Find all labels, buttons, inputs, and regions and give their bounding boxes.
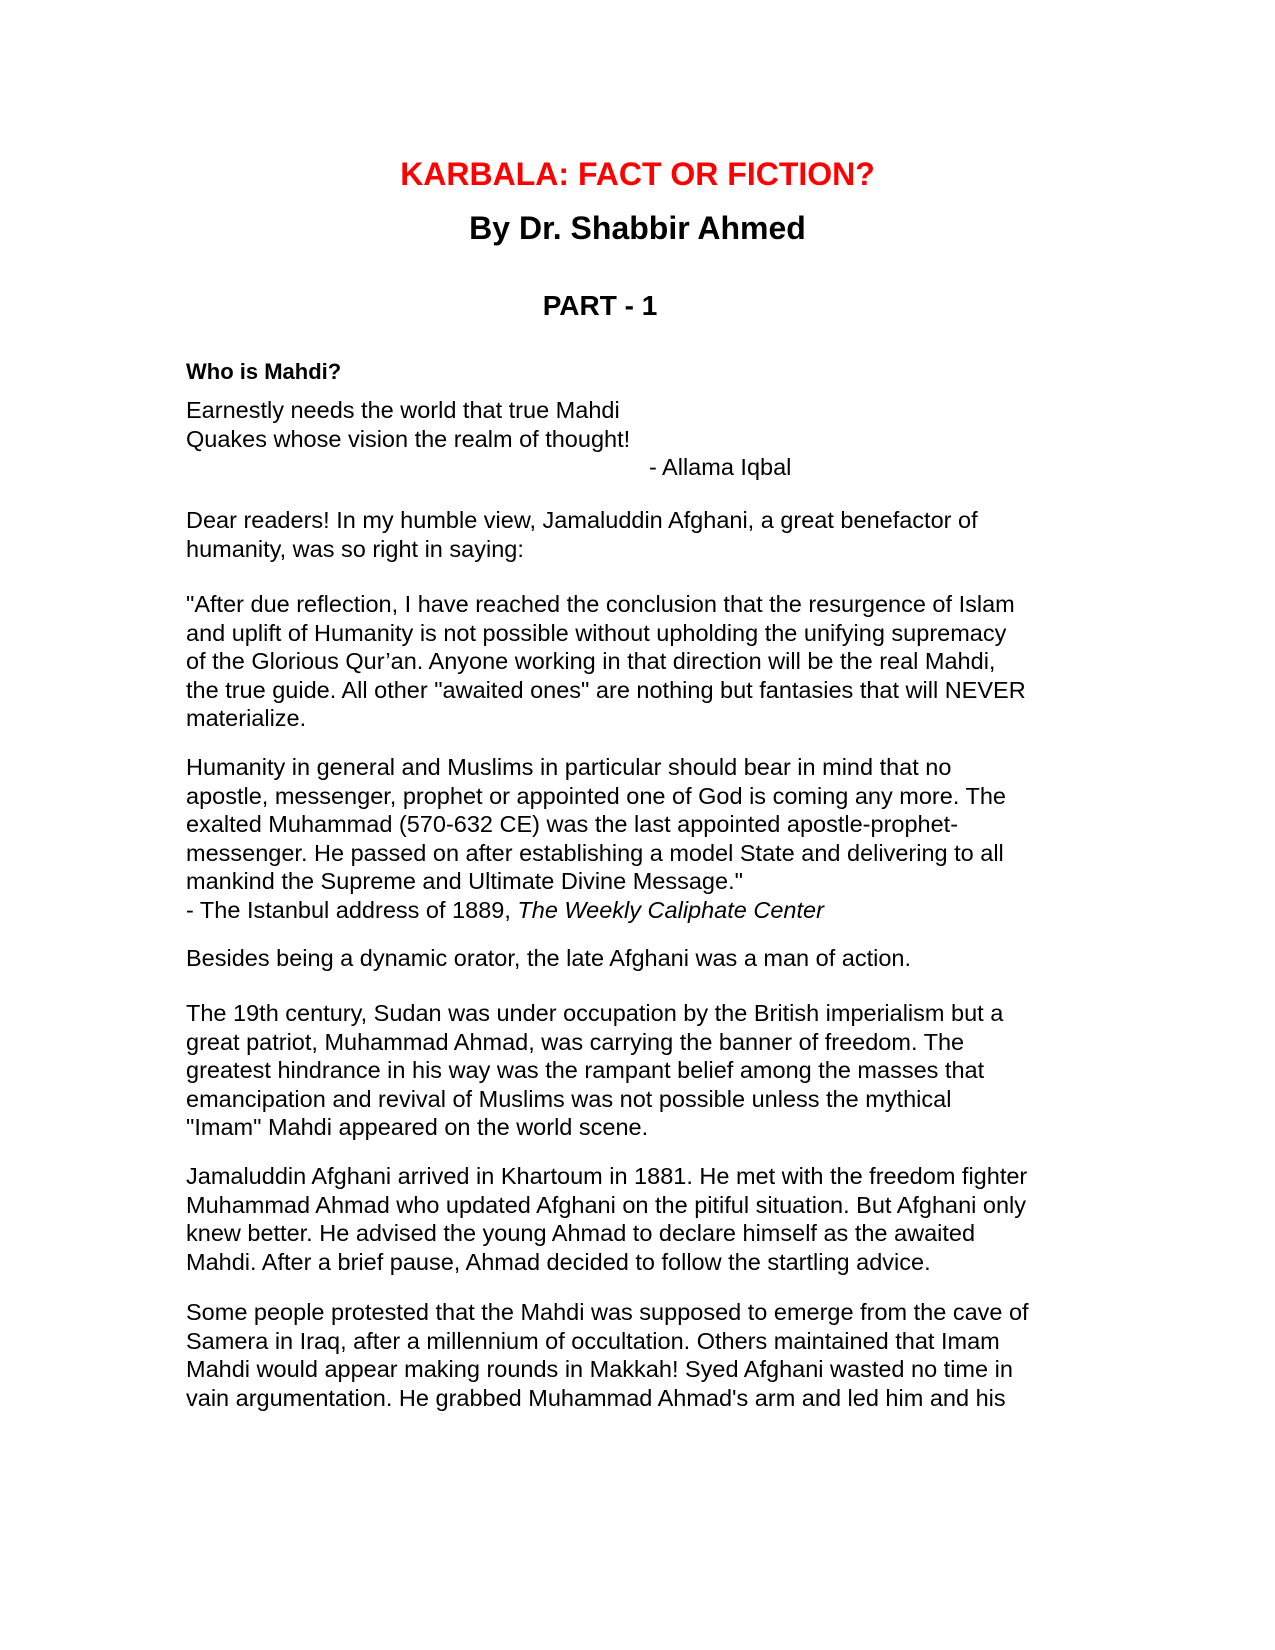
quote-paragraph-1 <box>186 590 1096 733</box>
author-byline: By Dr. Shabbir Ahmed <box>469 210 806 246</box>
paragraph-line: Muhammad Ahmad who updated Afghani on the pitiful situation. But Afghani only <box>186 1191 1027 1218</box>
quote-source-prefix: - The Istanbul address of 1889, <box>186 896 518 923</box>
section-heading: Who is Mahdi? <box>186 359 342 384</box>
paragraph-line: emancipation and revival of Muslims was not possible unless the mythical <box>186 1085 952 1112</box>
paragraph-line: messenger. He passed on after establishing a model State and delivering to all <box>186 839 1004 866</box>
paragraph-line: knew better. He advised the young Ahmad to declare himself as the awaited <box>186 1220 976 1246</box>
paragraph-line: "After due reflection, I have reached the conclusion that the resurgence of Islam <box>186 591 1015 617</box>
poem-block <box>186 396 1096 482</box>
paragraph-line: exalted Muhammad (570-632 CE) was the last appointed apostle-prophet- <box>186 811 959 837</box>
paragraph-line: The 19th century, Sudan was under occupation by the British imperialism but a <box>186 1000 1004 1026</box>
paragraph-line: Besides being a dynamic orator, the late Afghani was a man of action. <box>186 945 912 971</box>
paragraph-line: materialize. <box>186 705 307 731</box>
paragraph-line: great patriot, Muhammad Ahmad, was carrying the banner of freedom. The <box>186 1028 965 1055</box>
paragraph-line: Humanity in general and Muslims in particular should bear in mind that no <box>186 754 952 780</box>
poem-line: Quakes whose vision the realm of thought! <box>186 425 631 452</box>
orator-paragraph <box>186 944 1096 973</box>
paragraph-line: mankind the Supreme and Ultimate Divine Message." <box>186 868 743 894</box>
document-title: KARBALA: FACT OR FICTION? <box>400 156 875 192</box>
khartoum-paragraph <box>186 1162 1096 1276</box>
protest-paragraph <box>186 1298 1096 1412</box>
poem-line: Earnestly needs the world that true Mahdi <box>186 397 620 423</box>
paragraph-line: and uplift of Humanity is not possible without upholding the unifying supremacy <box>186 619 1007 646</box>
paragraph-line: the true guide. All other "awaited ones" are nothing but fantasies that will NEVER <box>186 676 1026 703</box>
paragraph-line: apostle, messenger, prophet or appointed one of God is coming any more. The <box>186 782 1006 809</box>
poem-attribution: - Allama Iqbal <box>649 454 792 480</box>
paragraph-line: Jamaluddin Afghani arrived in Khartoum in 1881. He met with the freedom fighter <box>186 1163 1028 1189</box>
quote-source <box>186 896 1096 925</box>
part-heading: PART - 1 <box>542 290 658 321</box>
paragraph-line: vain argumentation. He grabbed Muhammad Ahmad's arm and led him and his <box>186 1384 1006 1411</box>
paragraph-line: Some people protested that the Mahdi was supposed to emerge from the cave of <box>186 1299 1029 1325</box>
paragraph-line: Mahdi would appear making rounds in Makkah! Syed Afghani wasted no time in <box>186 1356 1013 1382</box>
quote-paragraph-2 <box>186 753 1096 924</box>
intro-paragraph <box>186 506 1096 563</box>
paragraph-line: Samera in Iraq, after a millennium of occultation. Others maintained that Imam <box>186 1327 1000 1354</box>
paragraph-line: Dear readers! In my humble view, Jamaluddin Afghani, a great benefactor of <box>186 507 978 533</box>
quote-source-publication: The Weekly Caliphate Center <box>517 896 824 923</box>
paragraph-line: humanity, was so right in saying: <box>186 535 524 562</box>
sudan-paragraph <box>186 999 1096 1142</box>
paragraph-line: "Imam" Mahdi appeared on the world scene. <box>186 1114 649 1140</box>
paragraph-line: Mahdi. After a brief pause, Ahmad decided to follow the startling advice. <box>186 1248 931 1275</box>
paragraph-line: greatest hindrance in his way was the rampant belief among the masses that <box>186 1057 985 1083</box>
paragraph-line: of the Glorious Qur’an. Anyone working in that direction will be the real Mahdi, <box>186 648 996 674</box>
